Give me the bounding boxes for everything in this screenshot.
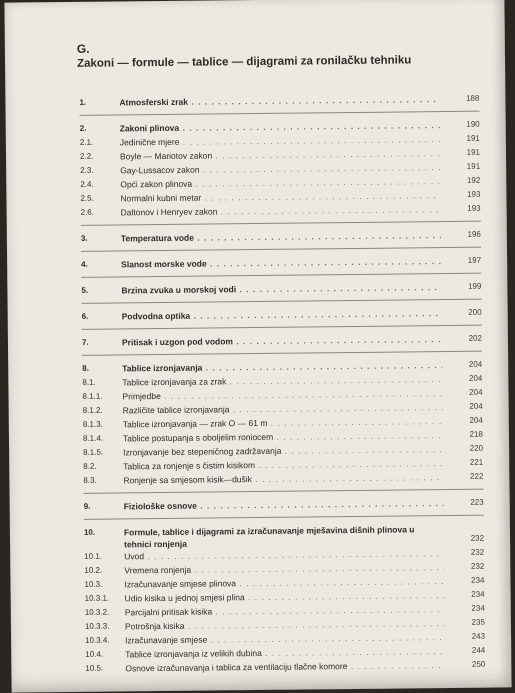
entry-title: Udio kisika u jednoj smjesi plina . . . <box>125 589 445 604</box>
entry-number: 10.3.4. <box>85 635 110 645</box>
section-divider <box>84 489 484 494</box>
entry-number: 2.1. <box>79 137 94 147</box>
section-divider <box>81 273 481 278</box>
section-letter: G. <box>76 41 90 56</box>
entry-title: Boyle — Mariotov zakon . . . <box>120 147 440 162</box>
entry-number: 8.1.2. <box>82 405 103 415</box>
entry-page-number: 191 <box>466 147 481 157</box>
entry-number: 9. <box>83 501 91 511</box>
entry-page-number: 234 <box>471 589 485 599</box>
entry-title: Jedinične mjere . . . <box>120 133 440 148</box>
entry-number: 8. <box>82 363 89 373</box>
entry-title: Opći zakon plinova . . . <box>120 175 440 190</box>
entry-page-number: 250 <box>471 659 486 669</box>
entry-title: Brzina zvuka u morskoj vodi . . . <box>121 281 441 296</box>
entry-title: Uvod . . . <box>124 547 444 562</box>
entry-title: Primjedbe . . . <box>122 387 442 402</box>
entry-number: 10.3.3. <box>84 621 110 631</box>
entry-number: 8.3. <box>83 475 97 485</box>
toc-entry <box>81 255 481 273</box>
entry-page-number: 196 <box>467 229 481 239</box>
entry-number: 10.3. <box>84 579 103 589</box>
entry-number: 7. <box>81 337 89 347</box>
entry-page-number: 235 <box>471 617 485 627</box>
entry-page-number: 191 <box>466 133 480 143</box>
entry-title: Zakoni plinova . . . <box>120 119 440 134</box>
entry-page-number: 204 <box>469 401 483 411</box>
entry-number: 10.1. <box>84 551 103 561</box>
entry-title: Atmosferski zrak . . . <box>119 93 439 108</box>
entry-page-number: 234 <box>471 603 485 613</box>
toc-entry <box>83 523 485 550</box>
entry-number: 8.1.5. <box>83 447 104 457</box>
entry-page-number: 191 <box>466 161 481 171</box>
toc-entry <box>79 93 479 111</box>
entry-number: 1. <box>79 97 87 107</box>
entry-page-number: 193 <box>467 203 481 213</box>
entry-page-number: 192 <box>466 175 481 185</box>
entry-page-number: 204 <box>468 359 483 369</box>
entry-page-number: 232 <box>470 533 485 543</box>
section-divider <box>84 515 484 520</box>
section-divider <box>82 325 482 330</box>
entry-page-number: 243 <box>471 631 486 641</box>
toc-entry <box>81 203 481 221</box>
entry-page-number: 244 <box>471 645 486 655</box>
table-of-contents <box>79 93 486 674</box>
entry-page-number: 204 <box>469 415 483 425</box>
entry-number: 6. <box>81 311 89 321</box>
entry-title: Gay-Lussacov zakon . . . <box>120 161 440 176</box>
section-divider <box>80 111 480 116</box>
entry-number: 10.3.1. <box>84 593 110 603</box>
entry-title: Potrošnja kisika . . . <box>125 617 445 632</box>
entry-title: Daltonov i Henryev zakon . . . <box>121 203 441 218</box>
entry-page-number: 190 <box>466 119 480 129</box>
section-divider <box>81 247 481 252</box>
entry-page-number: 197 <box>467 255 482 265</box>
section-divider <box>82 299 482 304</box>
entry-number: 2.5. <box>80 193 94 203</box>
entry-page-number: 221 <box>469 457 484 467</box>
entry-title: Različite tablice izronjavanja . . . <box>123 401 443 416</box>
entry-page-number: 223 <box>470 497 484 507</box>
entry-title: Izronjavanje bez stepeničnog zadržavanja . . . <box>123 443 443 458</box>
section-header <box>77 38 437 71</box>
entry-title: Ronjenje sa smjesom kisik—dušik . . . <box>123 471 443 486</box>
section-divider <box>82 351 482 356</box>
entry-number: 10.4. <box>85 649 104 659</box>
entry-number: 2.3. <box>80 165 94 175</box>
entry-title: Normalni kubni metar . . . <box>120 189 440 204</box>
section-divider <box>81 221 481 226</box>
entry-page-number: 204 <box>468 373 483 383</box>
entry-title: Tablice izronjavanja — zrak O — 61 m . . . <box>123 415 443 430</box>
entry-page-number: 222 <box>469 471 484 481</box>
section-title: Zakoni — formule — tablice — dijagrami za ronilačku tehniku <box>76 54 412 70</box>
entry-title: Podvodna optika . . . <box>122 307 442 322</box>
entry-title: Tablice izronjavanja za zrak . . . <box>122 373 442 388</box>
book-page <box>4 0 511 693</box>
entry-title: Tablice izronjavanja . . . <box>122 359 442 374</box>
entry-page-number: 193 <box>467 189 481 199</box>
entry-page-number: 204 <box>469 387 483 397</box>
entry-page-number: 232 <box>470 561 485 571</box>
entry-title: Osnove izračunavanja i tablica za ventilaciju tlačne komore . . . <box>125 659 445 674</box>
entry-number: 2.4. <box>80 179 94 189</box>
toc-entry <box>81 281 481 299</box>
toc-entry <box>84 497 484 515</box>
entry-number: 8.1.4. <box>82 433 104 443</box>
entry-page-number: 199 <box>467 281 482 291</box>
entry-number: 10. <box>83 527 96 537</box>
entry-title: Fiziološke osnove . . . <box>124 497 444 512</box>
entry-number: 8.1. <box>82 377 96 387</box>
entry-number: 2.6. <box>80 207 94 217</box>
entry-title: Tablice postupanja s oboljelim roniocem . . . <box>123 429 443 444</box>
entry-number: 5. <box>81 285 89 295</box>
entry-number: 3. <box>80 233 88 243</box>
toc-entry <box>82 333 482 351</box>
toc-entry <box>82 307 482 325</box>
entry-page-number: 220 <box>469 443 484 453</box>
entry-page-number: 202 <box>468 333 482 343</box>
entry-page-number: 218 <box>469 429 483 439</box>
toc-entry <box>83 471 483 489</box>
entry-number: 10.5. <box>85 663 104 673</box>
entry-number: 4. <box>81 259 88 269</box>
entry-number: 8.1.1. <box>82 391 103 401</box>
entry-title: Izračunavanje smjese . . . <box>125 631 445 646</box>
entry-number: 8.1.3. <box>82 419 103 429</box>
entry-title: Slanost morske vode . . . <box>121 255 441 270</box>
entry-number: 8.2. <box>83 461 97 471</box>
toc-entry <box>85 659 485 677</box>
entry-page-number: 234 <box>471 575 485 585</box>
toc-entry <box>81 229 481 247</box>
entry-title: Vremena ronjenja . . . <box>124 561 444 576</box>
entry-title: Tablice izronjavanja iz velikih dubina . . . <box>125 645 445 660</box>
entry-title: Tablica za ronjenje s čistim kisikom . . . <box>123 457 443 472</box>
entry-number: 2.2. <box>79 151 94 161</box>
entry-title: Formule, tablice i dijagrami za izračunavanje mješavina dišnih plinova u tehnici ronjenja <box>123 524 415 550</box>
entry-page-number: 232 <box>470 547 485 557</box>
entry-title: Izračunavanje smjese plinova . . . <box>124 575 444 590</box>
entry-title: Parcijalni pritisak kisika . . . <box>125 603 445 618</box>
entry-page-number: 200 <box>468 307 482 317</box>
entry-number: 10.3.2. <box>84 607 110 617</box>
entry-title: Temperatura vode . . . <box>121 229 441 244</box>
entry-number: 10.2. <box>84 565 103 575</box>
entry-number: 2. <box>79 123 87 133</box>
entry-page-number: 188 <box>466 93 480 103</box>
entry-title: Pritisak i uzgon pod vodom . . . <box>122 333 442 348</box>
